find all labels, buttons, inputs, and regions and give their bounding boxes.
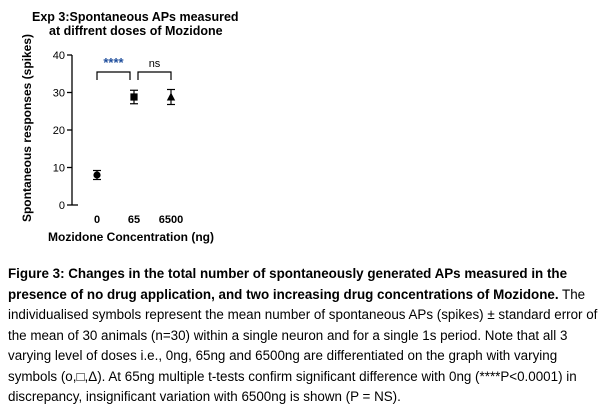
caption-bold: Figure 3: Changes in the total number of spontaneously generated APs measured in the presence of no drug application, and two increasing drug concentrations of Mozidone. bbox=[8, 266, 568, 302]
data-point-0 bbox=[93, 171, 100, 178]
y-tick-label-30: 30 bbox=[52, 87, 65, 100]
chart-subtitle: at diffrent doses of Mozidone bbox=[49, 24, 223, 38]
data-point-65 bbox=[130, 93, 137, 100]
x-tick-label-65: 65 bbox=[127, 214, 141, 226]
y-tick-label-10: 10 bbox=[52, 162, 65, 175]
bracket-65-6500 bbox=[138, 72, 171, 80]
y-axis-label: Spontaneous responses (spikes) bbox=[20, 33, 34, 223]
x-tick-label-6500: 6500 bbox=[158, 214, 184, 226]
chart-title: Exp 3:Spontaneous APs measured bbox=[32, 10, 239, 24]
y-tick-label-40: 40 bbox=[52, 50, 65, 62]
significance-annotations bbox=[97, 55, 171, 80]
y-tick-label-0: 0 bbox=[58, 200, 65, 212]
data-marks bbox=[93, 90, 175, 180]
x-axis-label: Mozidone Concentration (ng) bbox=[48, 230, 214, 244]
x-tick-label-0: 0 bbox=[93, 214, 101, 226]
figure-caption bbox=[8, 264, 608, 408]
y-tick-label-20: 20 bbox=[52, 125, 65, 137]
caption-body: The individualised symbols represent the mean number of spontaneous APs (spikes) ± standard error of the mean of 30 animals (n=30) within a single neuron and for a single 1s period. Note that all 3 varying level of doses i.e., 0ng, 65ng and 6500ng are differentiated on the graph with varying symbols (o,□,Δ). At 65ng multiple t-tests confirm significant difference with 0ng (****P<0.0001) in discrepancy, insignificant variation with 6500ng is shown (P = NS). bbox=[8, 286, 598, 404]
data-point-6500 bbox=[167, 93, 175, 101]
annotation-0-65: **** bbox=[103, 55, 124, 70]
bracket-0-65 bbox=[97, 72, 130, 80]
annotation-65-6500: ns bbox=[148, 58, 161, 70]
axes bbox=[53, 50, 183, 226]
